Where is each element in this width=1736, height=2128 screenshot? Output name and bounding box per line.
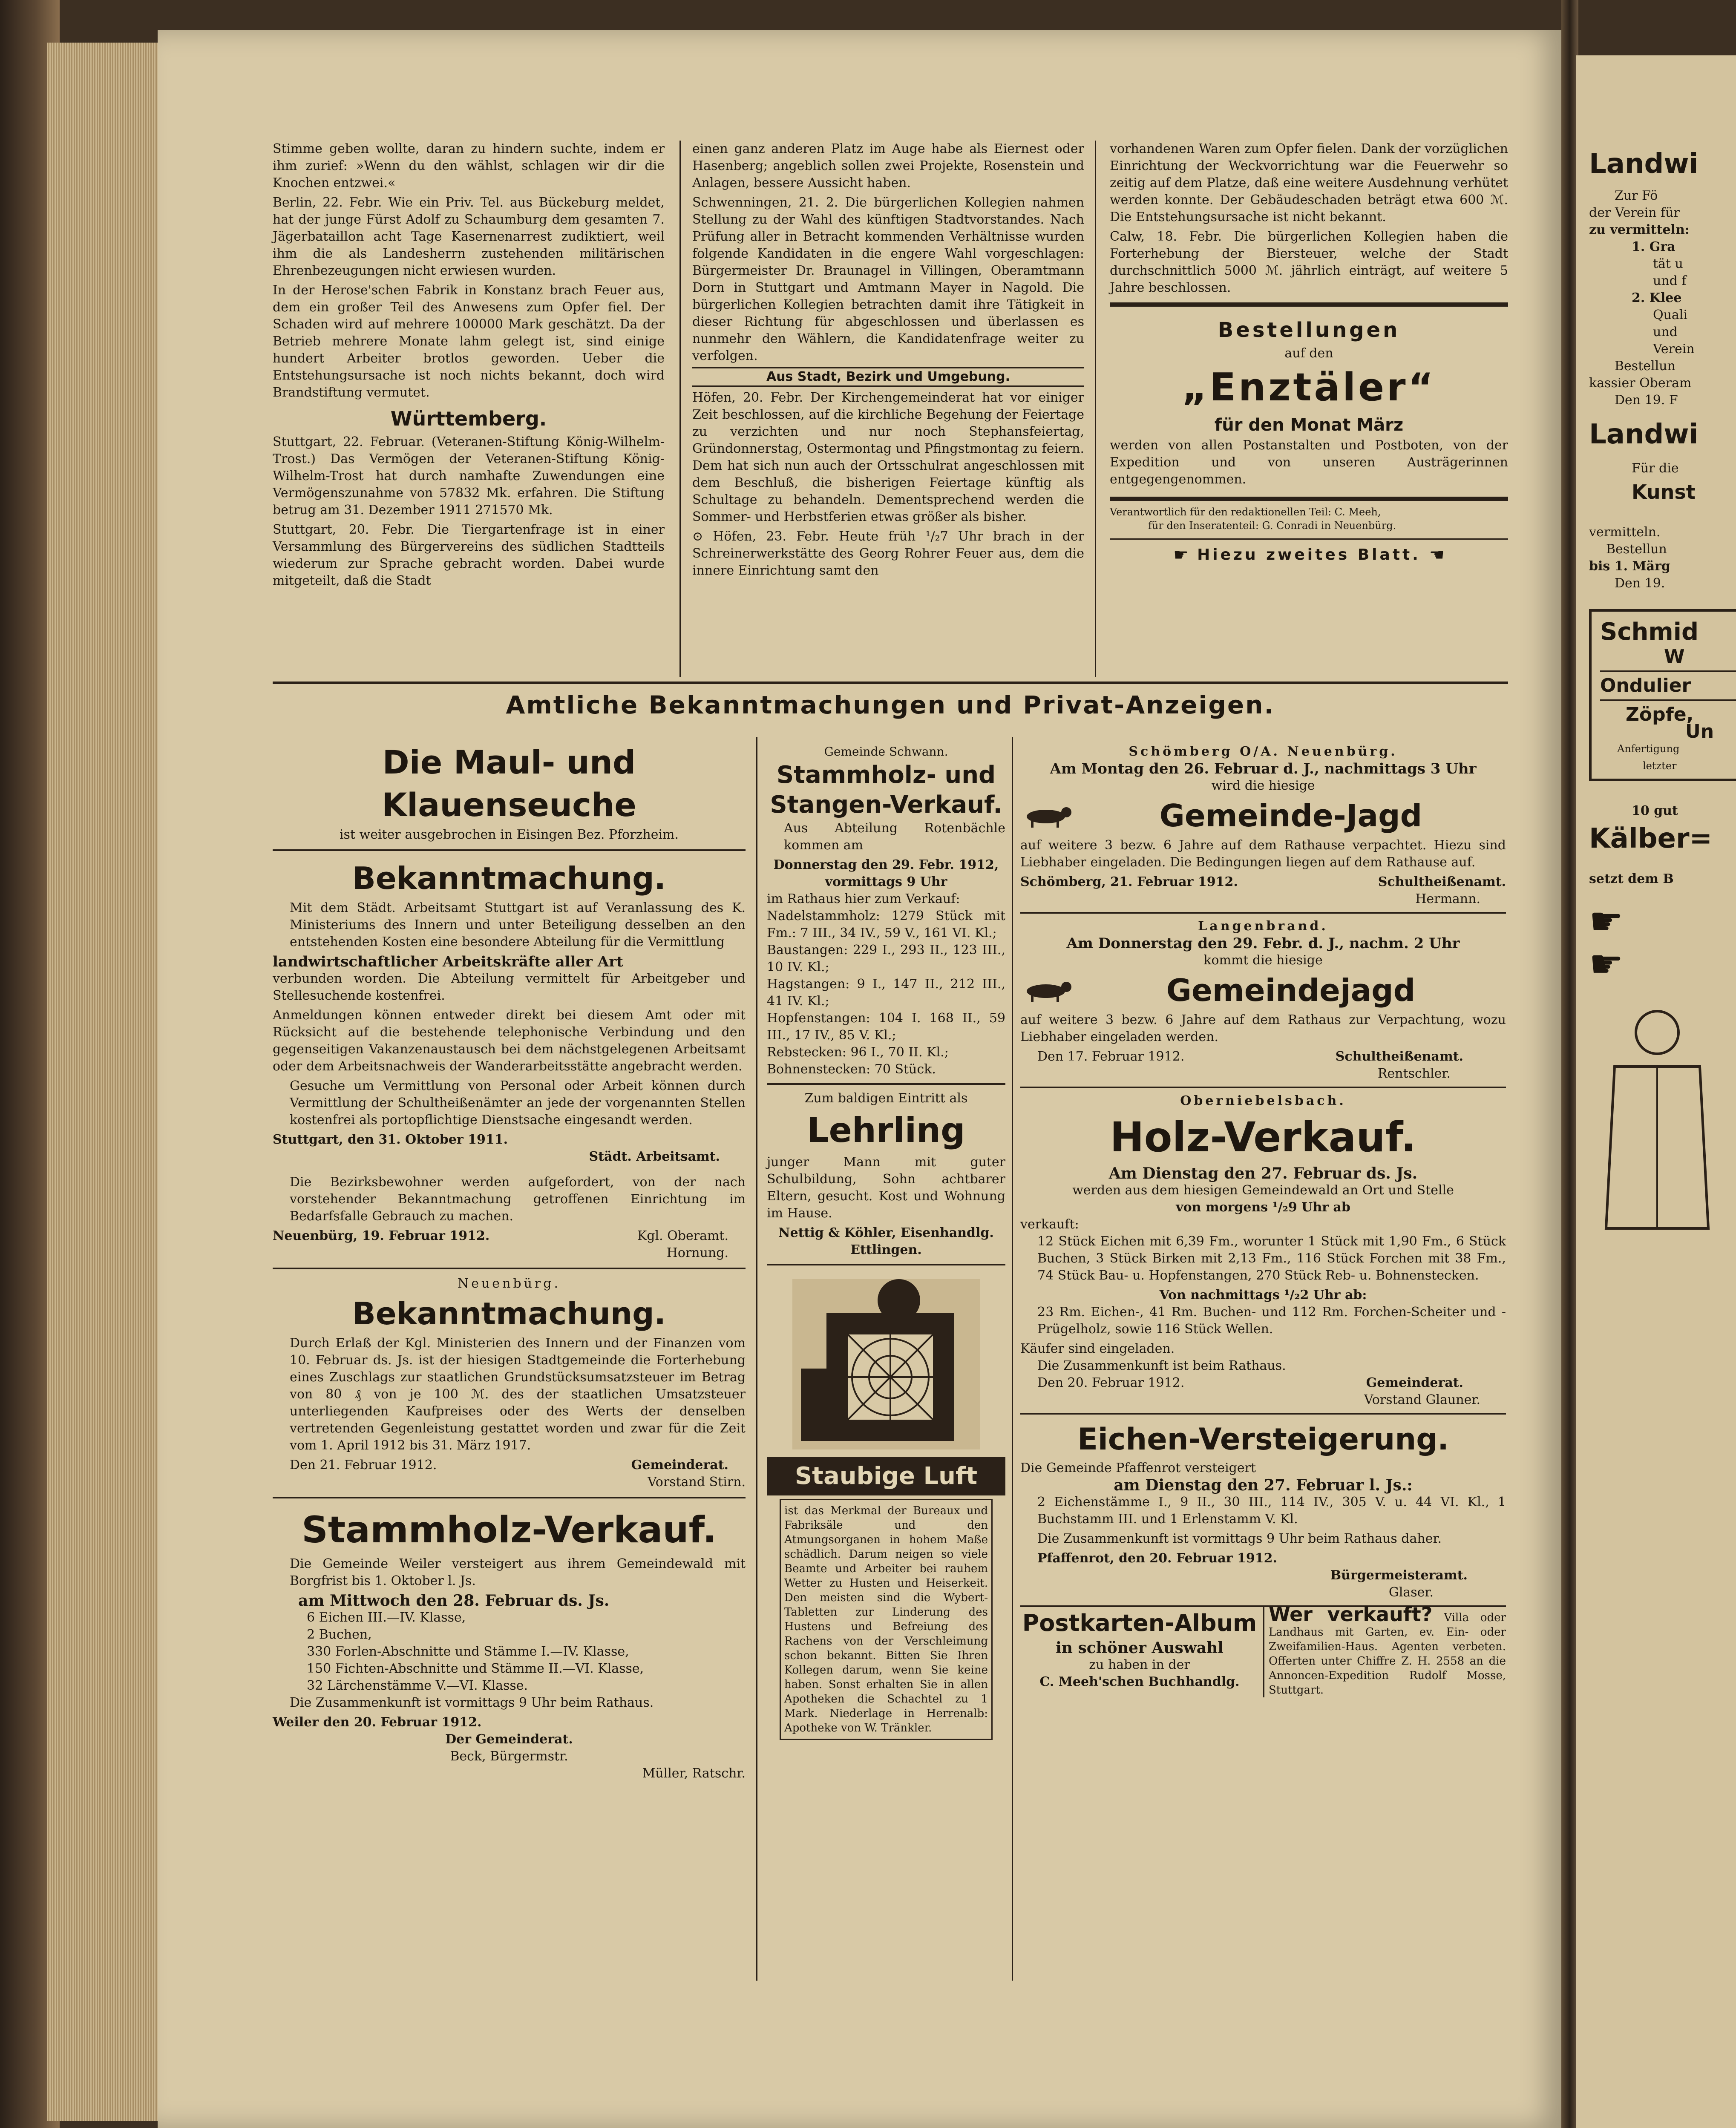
next-page-text: Anfertigung <box>1617 743 1680 755</box>
pointing-hand-icon: ☛ <box>1173 545 1189 565</box>
ad-column-right <box>1020 743 1506 1697</box>
ad-title: Staubige Luft <box>767 1457 1005 1495</box>
ad-title: Stangen-Verkauf. <box>770 791 1002 819</box>
next-page-text: kassier Oberam <box>1589 376 1692 391</box>
ad-signature: Kgl. Oberamt. <box>637 1228 728 1243</box>
column-rule <box>756 737 757 1981</box>
ad-signature: Glaser. <box>1388 1585 1434 1600</box>
ad-text: Die Zusammenkunft ist vormittags 9 Uhr beim Rathaus. <box>290 1695 654 1710</box>
page-gutter <box>1561 0 1578 2128</box>
ad-date: Schömberg, 21. Februar 1912. <box>1020 874 1238 889</box>
ad-text: ist das Merkmal der Bureaux und Fabriksäle und den Atmungsorganen in hohem Maße schädlich. Darum neigen so viele Beamte und Arbeiter bei rauhem Wetter zu Husten und Heiserkeit. Den meisten sind die Wybert-Tabletten zur Linderung des Hustens und Befreiung des Rachens von der Verschleimung schon bekannt. Bitten Sie Ihren Kollegen darum, wenn Sie keine haben. Sonst erhalten Sie in allen Apotheken die Schachtel zu 1 Mark. Niederlage in Herrenalb: Apotheke von W. Tränkler. <box>784 1504 988 1734</box>
ad-signature: Schultheißenamt. <box>1335 1049 1463 1064</box>
ad-text: Mit dem Städt. Arbeitsamt Stuttgart ist auf Veranlassung des K. Ministeriums des Innern und unter Beteiligung desselben an den entstehenden Kosten eine besondere Abteilung für die Vermittlung <box>290 900 746 949</box>
ad-signature: Hermann. <box>1415 891 1480 906</box>
ad-date: Stuttgart, den 31. Oktober 1911. <box>273 1132 508 1147</box>
responsible-line: für den Inseratenteil: G. Conradi in Neuenbürg. <box>1148 520 1396 532</box>
ad-text: 12 Stück Eichen mit 6,39 Fm., worunter 1 Stück mit 1,90 Fm., 6 Stück Buchen, 3 Stück Birken mit 2,13 Fm., 116 Stück Forchen mit 38 Fm., 74 Stück Bau- u. Hopfenstangen, 270 Stück Reb- u. Bohnenstecken. <box>1037 1234 1506 1283</box>
ad-text: auf weitere 3 bezw. 6 Jahre auf dem Rathause verpachtet. Hiezu sind Liebhaber eingeladen. Die Bedingungen liegen auf dem Rathause auf. <box>1020 838 1506 870</box>
ad-text: im Rathaus hier zum Verkauf: <box>767 891 960 906</box>
ad-item-list <box>273 1609 746 1694</box>
ad-title-row <box>1020 794 1506 837</box>
ad-date-bold: Donnerstag den 29. Febr. 1912, vormittags 9 Uhr <box>773 857 999 889</box>
ad-item: Nadelstammholz: 1279 Stück mit Fm.: 7 III., 34 IV., 59 V., 161 VI. Kl.; <box>767 909 1005 940</box>
ad-text: Käufer sind eingeladen. <box>1020 1341 1175 1356</box>
next-page-title: Landwi <box>1589 419 1699 450</box>
ad-signature: Müller, Ratschr. <box>642 1766 746 1781</box>
ad-title: Eichen-Versteigerung. <box>1077 1422 1449 1457</box>
next-page-text: Zur Fö <box>1615 188 1658 203</box>
ad-firm: Ettlingen. <box>850 1242 922 1257</box>
ad-text: junger Mann mit guter Schulbildung, Sohn achtbarer Eltern, gesucht. Kost und Wohnung im Hause. <box>767 1155 1005 1221</box>
ad-signature: Beck, Bürgermstr. <box>450 1749 568 1764</box>
ad-title: Postkarten-Album <box>1022 1610 1257 1636</box>
ad-text: verbunden worden. Die Abteilung vermittelt für Arbeitgeber und Stellesuchende kostenfrei. <box>273 971 746 1003</box>
supplement-text: Hiezu zweites Blatt. <box>1197 546 1421 564</box>
ad-item: Hopfenstangen: 104 I. 168 II., 59 III., 17 IV., 85 V. Kl.; <box>767 1011 1005 1043</box>
ad-column-left <box>273 741 746 1782</box>
ad-text-bold: landwirtschaftlicher Arbeitskräfte aller Art <box>273 953 623 970</box>
news-column-2 <box>692 141 1084 582</box>
ad-signature: Der Gemeinderat. <box>445 1732 573 1747</box>
ad-date: Neuenbürg, 19. Februar 1912. <box>273 1228 490 1243</box>
ad-date: Weiler den 20. Februar 1912. <box>273 1715 482 1730</box>
ad-text: Die Zusammenkunft ist beim Rathaus. <box>1037 1358 1286 1373</box>
ad-item: 2 Buchen, <box>307 1627 372 1642</box>
next-page-text: letzter <box>1643 760 1677 772</box>
next-page-text: Den 19. F <box>1615 393 1678 408</box>
ad-item: 330 Forlen-Abschnitte und Stämme I.—IV. Klasse, <box>307 1644 629 1659</box>
ad-item: Hagstangen: 9 I., 147 II., 212 III., 41 IV. Kl.; <box>767 977 1005 1009</box>
ad-text: Durch Erlaß der Kgl. Ministerien des Innern und der Finanzen vom 10. Februar ds. Js. ist der hiesigen Stadtgemeinde die Forterhebung eines Zuschlags zur staatlichen Grundstücksumsatzsteuer im Betrag von 80 ₰ von je 100 ℳ. des der staatlichen Umsatzsteuer unterliegenden Kaufpreises oder des Werts der denselben vertretenden Gegenleistung gestattet worden und zwar für die Zeit vom 1. April 1912 bis 31. März 1917. <box>290 1336 746 1453</box>
ad-text: 2 Eichenstämme I., 9 II., 30 III., 114 IV., 305 V. u. 44 VI. Kl., 1 Buchstamm III. und 1 Erlenstamm V. Kl. <box>1037 1495 1506 1527</box>
ad-item: Bohnenstecken: 70 Stück. <box>767 1062 936 1077</box>
ad-column-middle <box>767 743 1005 1743</box>
ad-divider <box>273 849 746 851</box>
man-figure-icon <box>1589 998 1725 1237</box>
ad-postkarten <box>1020 1607 1264 1697</box>
ad-text-box <box>780 1499 993 1740</box>
news-paragraph: Stuttgart, 22. Februar. (Veteranen-Stiftung König-Wilhelm-Trost.) Das Vermögen der Veteranen-Stiftung König-Wilhelm-Trost hat durch namhafte Zuwendungen eine Vermögenszunahme von 57832 Mk. erfahren. Die Stiftung betrug am 31. Dezember 1911 271570 Mk. <box>273 434 665 518</box>
ad-item: 150 Fichten-Abschnitte und Stämme II.—VI. Klasse, <box>307 1661 644 1676</box>
column-rule <box>679 141 681 677</box>
ad-date-bold: am Dienstag den 27. Februar l. Js.: <box>1114 1476 1413 1494</box>
news-paragraph: vorhandenen Waren zum Opfer fielen. Dank der vorzüglichen Einrichtung der Weckvorrichtung war die Feuerwehr so zeitig auf dem Platze, daß eine weitere Ausdehnung verhütet werden konnte. Der Gebäudeschaden beträgt etwa 600 ℳ. Die Entstehungsursache ist nicht bekannt. <box>1110 141 1508 224</box>
ad-date-bold: Von nachmittags ¹/₂2 Uhr ab: <box>1159 1288 1367 1303</box>
next-page-text: und f <box>1653 273 1687 288</box>
next-page-title: Schmid <box>1600 618 1699 646</box>
next-page-title: W <box>1664 646 1685 667</box>
ad-title: Wer verkauft? <box>1269 1603 1433 1626</box>
ad-signature: Gemeinderat. <box>1366 1375 1463 1390</box>
ad-divider <box>273 1268 746 1269</box>
next-page-text: vermitteln. <box>1589 525 1661 540</box>
responsible-line: Verantwortlich für den redaktionellen Teil: C. Meeh, <box>1110 506 1381 518</box>
ad-text: Die Zusammenkunft ist vormittags 9 Uhr beim Rathaus daher. <box>1037 1531 1442 1546</box>
ad-item: 32 Lärchenstämme V.—VI. Klasse. <box>307 1678 528 1693</box>
next-page-title: Kälber= <box>1589 823 1713 854</box>
ad-title: Gemeinde-Jagd <box>1159 798 1422 834</box>
ad-divider <box>1020 912 1506 914</box>
ad-verkauft <box>1264 1603 1506 1697</box>
ad-date-bold: von morgens ¹/₂9 Uhr ab <box>1176 1200 1350 1215</box>
ad-signature: Rentschler. <box>1377 1066 1451 1081</box>
ad-text: auf weitere 3 bezw. 6 Jahre auf dem Rathaus zur Verpachtung, wozu Liebhaber eingeladen werden. <box>1020 1012 1506 1044</box>
ad-place: Schömberg O/A. Neuenbürg. <box>1129 744 1398 759</box>
next-page-text: Bestellun <box>1615 359 1676 374</box>
next-page-text: der Verein für <box>1589 205 1680 220</box>
next-page-text: 1. Gra <box>1632 239 1676 254</box>
next-page-ad-box <box>1589 609 1736 781</box>
divider <box>1110 302 1508 307</box>
ad-date: Pfaffenrot, den 20. Februar 1912. <box>1037 1551 1277 1566</box>
hunting-dog-icon <box>1020 978 1076 1003</box>
supplement-banner <box>1110 538 1508 564</box>
news-paragraph: Höfen, 20. Febr. Der Kirchengemeinderat hat vor einiger Zeit beschlossen, auf die kirchliche Begehung der Feiertage zu verzichten und nur noch Stephansfeiertag, Gründonnerstag, Ostermontag und Pfingstmontag zu feiern. Dem hat sich nun auch der Ortsschulrat angeschlossen mit dem Beschluß, die bisherigen Feiertage künftig als Schultage zu behandeln. Dementsprechend werden die Sommer- und Herbstferien etwas größer als bisher. <box>692 390 1084 524</box>
next-page-text: Für die <box>1632 461 1679 476</box>
pointing-hand-icon: ☛ <box>1589 899 1624 944</box>
next-page-text: Verein <box>1653 342 1695 357</box>
next-page-title: Kunst <box>1632 480 1696 503</box>
ad-place: Langenbrand. <box>1198 919 1328 934</box>
bestellungen-text: werden von allen Postanstalten und Postboten, von der Expedition und von unseren Austrägerinnen entgegengenommen. <box>1110 438 1508 487</box>
page-edges <box>47 43 175 2121</box>
next-page-text: und <box>1653 325 1678 339</box>
ad-text: Anmeldungen können entweder direkt bei diesem Amt oder mit Rücksicht auf die bestehende telephonische Verbindung und den gegenseitigen Vakanzenaustausch bei dem nächstgelegenen Arbeitsamt oder dem Arbeitsnachweis der Wanderarbeitsstätte angebracht werden. <box>273 1008 746 1074</box>
ad-signature: Vorstand Glauner. <box>1364 1392 1480 1407</box>
ad-date: Den 17. Februar 1912. <box>1037 1049 1185 1064</box>
ad-place: Gemeinde Schwann. <box>824 745 948 759</box>
ad-title-row <box>1020 969 1506 1012</box>
ad-text: werden aus dem hiesigen Gemeindewald an Ort und Stelle <box>1072 1183 1454 1198</box>
staub-illustration <box>767 1271 1005 1454</box>
ad-firm: Nettig & Köhler, Eisenhandlg. <box>778 1225 994 1240</box>
ad-date-bold: am Mittwoch den 28. Februar ds. Js. <box>298 1592 610 1610</box>
news-paragraph: Berlin, 22. Febr. Wie ein Priv. Tel. aus Bückeburg meldet, hat der junge Fürst Adolf zu Schaumburg dem gesamten 7. Jägerbataillon acht Tage Kasernenarrest zudiktiert, weil ihm die als Landesherrn zustehenden militärischen Ehrenbezeugungen nicht erwiesen wurden. <box>273 195 665 278</box>
next-page-text: 2. Klee <box>1632 290 1682 305</box>
ad-text: Zum baldigen Eintritt als <box>804 1091 968 1106</box>
ad-place: Neuenbürg. <box>457 1276 561 1291</box>
ad-text: Aus Abteilung Rotenbächle kommen am <box>784 821 1005 853</box>
ad-footer <box>1020 1375 1506 1392</box>
ad-text: verkauft: <box>1020 1217 1079 1232</box>
ad-divider <box>1020 1087 1506 1088</box>
ad-text: Die Gemeinde Pfaffenrot versteigert <box>1020 1461 1256 1475</box>
ad-text: 23 Rm. Eichen-, 41 Rm. Buchen- und 112 Rm. Forchen-Scheiter und -Prügelholz, sowie 116 Stück Wellen. <box>1037 1305 1506 1337</box>
hunting-dog-icon <box>1020 803 1076 828</box>
ad-title: Bekanntmachung. <box>352 860 666 896</box>
pointing-hand-icon: ☛ <box>1589 942 1624 986</box>
next-page-content <box>1589 141 1736 1242</box>
news-paragraph: Calw, 18. Febr. Die bürgerlichen Kollegien haben die Forterhebung der Biersteuer, welche der Stadt durchschnittlich 5000 ℳ. jährlich einträgt, auf weitere 5 Jahre beschlossen. <box>1110 229 1508 295</box>
section-heading: Württemberg. <box>390 407 547 430</box>
ad-text: Gesuche um Vermittlung von Personal oder Arbeit können durch Vermittlung der Schultheißenämter an jede der vorgenannten Stellen kostenfrei als portopflichtige Dienstsache eingesandt werden. <box>290 1078 746 1127</box>
ad-title: Bekanntmachung. <box>352 1296 666 1331</box>
news-column-3 <box>1110 141 1508 564</box>
ad-divider <box>273 1497 746 1498</box>
divider <box>1600 699 1736 701</box>
ad-item: 6 Eichen III.—IV. Klasse, <box>307 1610 466 1625</box>
next-page-text: Bestellun <box>1606 542 1667 557</box>
bestellungen-title: Bestellungen <box>1218 318 1400 342</box>
next-page-title: Un <box>1685 721 1714 742</box>
column-rule <box>1095 141 1096 677</box>
ad-title: Gemeindejagd <box>1166 972 1416 1008</box>
newspaper-name: „Enztäler“ <box>1182 365 1436 410</box>
news-paragraph: ⊙ Höfen, 23. Febr. Heute früh ¹/₂7 Uhr brach in der Schreinerwerkstätte des Georg Rohrer Feuer aus, dem die innere Einrichtung samt den <box>692 529 1084 578</box>
news-column-1 <box>273 141 665 592</box>
next-page-title: Zöpfe, <box>1626 704 1694 725</box>
ad-subtitle: in schöner Auswahl <box>1056 1639 1224 1657</box>
news-paragraph: Stuttgart, 20. Febr. Die Tiergartenfrage ist in einer Versammlung des Bürgervereins des südlichen Stadtteils wiederum zur Sprache gebracht worden. Dabei wurde mitgeteilt, daß die Stadt <box>273 522 665 588</box>
ad-text: wird die hiesige <box>1211 778 1315 793</box>
news-paragraph: Stimme geben wollte, daran zu hindern suchte, indem er ihm zurief: »Wenn du den wählst, schlagen wir dir die Knochen entzwei.« <box>273 141 665 190</box>
next-page-text: Quali <box>1653 308 1687 322</box>
news-paragraph: In der Herose'schen Fabrik in Konstanz brach Feuer aus, dem ein großer Teil des Anwesens zum Opfer fiel. Der Schaden wird auf mehrere 100000 Mark geschätzt. Da der Betrieb mehrere Monate lahm gelegt ist, sind einige hundert Arbeiter brotlos geworden. Ueber die Entstehungsursache ist noch nichts bekannt, doch wird Brandstiftung vermutet. <box>273 283 665 400</box>
ad-footer <box>1020 874 1506 891</box>
column-rule <box>1012 737 1013 1981</box>
ad-date: Den 21. Februar 1912. <box>290 1458 437 1472</box>
bestellungen-text: auf den <box>1284 346 1333 361</box>
ad-date-bold: Am Montag den 26. Februar d. J., nachmittags 3 Uhr <box>1050 760 1477 777</box>
next-page-title: Ondulier <box>1600 675 1691 696</box>
ad-footer <box>273 1457 746 1474</box>
ad-row <box>1020 1603 1506 1697</box>
next-page-title: Landwi <box>1589 148 1699 180</box>
ad-title: Holz-Verkauf. <box>1110 1113 1416 1161</box>
next-page-text: 10 gut <box>1632 803 1678 818</box>
ad-date-bold: Am Dienstag den 27. Februar ds. Js. <box>1108 1165 1418 1182</box>
ad-text: Villa oder Landhaus mit Garten, ev. Ein- oder Zweifamilien-Haus. Agenten verbeten. Offerten unter Chiffre Z. H. 2558 an die Annoncen-Expedition Rudolf Mosse, Stuttgart. <box>1269 1611 1506 1697</box>
ad-text: Die Bezirksbewohner werden aufgefordert, von der nach vorstehender Bekanntmachung getroffenen Einrichtung im Bedarfsfalle Gebrauch zu machen. <box>290 1175 746 1224</box>
ad-title: Lehrling <box>807 1110 965 1150</box>
ad-signature: Bürgermeisteramt. <box>1330 1568 1468 1583</box>
ad-firm: C. Meeh'schen Buchhandlg. <box>1039 1674 1240 1689</box>
ad-item: Baustangen: 229 I., 293 II., 123 III., 10 IV. Kl.; <box>767 943 1005 975</box>
ad-signature: Städt. Arbeitsamt. <box>589 1149 720 1164</box>
ad-footer <box>273 1228 746 1245</box>
man-at-window-icon <box>784 1271 988 1454</box>
ad-signature: Hornung. <box>666 1245 728 1260</box>
ad-date: Den 20. Februar 1912. <box>1037 1375 1185 1390</box>
next-page-text: Den 19. <box>1615 576 1665 591</box>
ad-item: Rebstecken: 96 I., 70 II. Kl.; <box>767 1045 949 1060</box>
next-page-text: setzt dem B <box>1589 871 1674 886</box>
ad-title: Die Maul- und Klauenseuche <box>382 743 636 824</box>
pointing-hand-icon: ☚ <box>1429 545 1445 565</box>
bestellungen-month: für den Monat März <box>1214 415 1404 435</box>
ad-divider <box>1020 1413 1506 1415</box>
divider <box>1110 497 1508 501</box>
ad-text: kommt die hiesige <box>1203 953 1323 968</box>
ad-divider <box>767 1264 1005 1265</box>
news-paragraph: Schwenningen, 21. 2. Die bürgerlichen Kollegien nahmen Stellung zu der Wahl des künftigen Stadtvorstandes. Nach Prüfung aller in Betracht kommenden Verhältnisse wurden folgende Kandidaten in die engere Wahl vorgeschlagen: Bürgermeister Dr. Braunagel in Villingen, Oberamtmann Dorn in Stuttgart und Amtmann Mayer in Nagold. Die bürgerlichen Kollegien betrachten damit ihre Tätigkeit in dieser Richtung für abgeschlossen und überlassen es nunmehr den Wählern, die Kandidatenfrage weiter zu verfolgen. <box>692 195 1084 363</box>
ad-date-bold: Am Donnerstag den 29. Febr. d. J., nachm. 2 Uhr <box>1066 935 1460 952</box>
next-page-text: bis 1. Märg <box>1589 559 1670 574</box>
ad-place: Oberniebelsbach. <box>1180 1093 1346 1108</box>
ad-title: Stammholz-Verkauf. <box>301 1509 717 1551</box>
section-title: Amtliche Bekanntmachungen und Privat-Anzeigen. <box>506 690 1275 719</box>
ad-divider <box>767 1083 1005 1085</box>
ad-signature: Schultheißenamt. <box>1378 874 1506 889</box>
ad-text: ist weiter ausgebrochen in Eisingen Bez. Pforzheim. <box>339 827 679 842</box>
ad-text: Die Gemeinde Weiler versteigert aus ihrem Gemeindewald mit Borgfrist bis 1. Oktober l. Js. <box>290 1556 746 1588</box>
ad-title: Stammholz- und <box>776 761 996 789</box>
divider <box>1600 670 1736 672</box>
ad-footer <box>1020 1048 1506 1065</box>
ad-signature: Gemeinderat. <box>631 1458 728 1472</box>
ad-signature: Vorstand Stirn. <box>647 1475 746 1490</box>
section-rule <box>273 682 1508 684</box>
next-page-text: zu vermitteln: <box>1589 222 1690 237</box>
section-heading: Aus Stadt, Bezirk und Umgebung. <box>692 367 1084 387</box>
news-paragraph: einen ganz anderen Platz im Auge habe als Eiernest oder Hasenberg; angeblich sollen zwei Projekte, Rosenstein und Anlagen, bessere Aussicht haben. <box>692 141 1084 190</box>
next-page-text: tät u <box>1653 256 1683 271</box>
ad-text: zu haben in der <box>1089 1657 1190 1672</box>
